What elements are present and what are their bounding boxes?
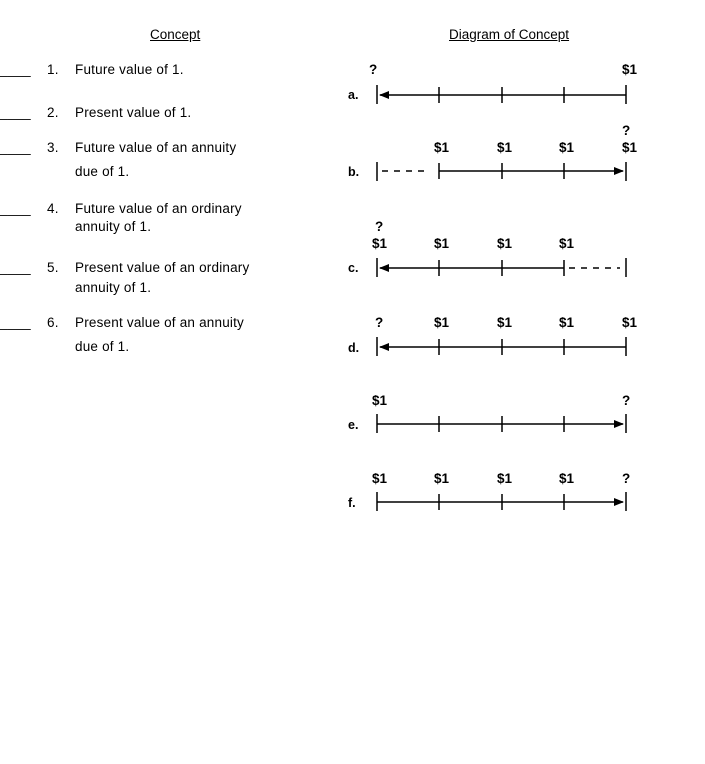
answer-blank[interactable]: ____ xyxy=(0,201,31,216)
concept-number: 3. xyxy=(47,140,59,155)
concept-text: Present value of an annuity xyxy=(75,315,245,330)
period-label: $1 xyxy=(372,393,388,408)
period-label: $1 xyxy=(559,140,575,155)
period-label: $1 xyxy=(559,236,575,251)
concept-number: 6. xyxy=(47,315,59,330)
period-label: $1 xyxy=(559,471,575,486)
period-label: $1 xyxy=(622,62,638,77)
timeline-f xyxy=(377,492,626,511)
concept-text-cont: due of 1. xyxy=(75,339,130,354)
period-label: $1 xyxy=(434,236,450,251)
period-label: $1 xyxy=(434,471,450,486)
diagram-letter: e. xyxy=(348,418,359,432)
period-label: $1 xyxy=(622,140,638,155)
period-label: ? xyxy=(369,62,378,77)
period-label: $1 xyxy=(372,471,388,486)
period-label: $1 xyxy=(497,315,513,330)
concept-text: Future value of an ordinary xyxy=(75,201,242,216)
timeline-c xyxy=(377,258,626,277)
concept-text: Present value of an ordinary xyxy=(75,260,250,275)
timeline-e xyxy=(377,414,626,433)
period-label: $1 xyxy=(497,236,513,251)
concept-number: 5. xyxy=(47,260,59,275)
diagram-letter: b. xyxy=(348,165,360,179)
concept-text-cont: annuity of 1. xyxy=(75,219,152,234)
period-label: $1 xyxy=(372,236,388,251)
period-label: ? xyxy=(375,219,384,234)
concept-text: Future value of 1. xyxy=(75,62,184,77)
diagram-letter: f. xyxy=(348,496,356,510)
answer-blank[interactable]: ____ xyxy=(0,260,31,275)
period-label: ? xyxy=(622,393,631,408)
timeline-b xyxy=(377,162,626,181)
concept-number: 1. xyxy=(47,62,59,77)
period-label: $1 xyxy=(497,140,513,155)
period-label: ? xyxy=(622,471,631,486)
timeline-d xyxy=(377,337,626,356)
period-label: $1 xyxy=(497,471,513,486)
diagram-letter: c. xyxy=(348,261,359,275)
period-label: $1 xyxy=(434,140,450,155)
diagram-letter: d. xyxy=(348,341,360,355)
period-label: $1 xyxy=(559,315,575,330)
diagram-letter: a. xyxy=(348,88,359,102)
concept-text-cont: due of 1. xyxy=(75,164,130,179)
answer-blank[interactable]: ____ xyxy=(0,315,31,330)
concept-text: Future value of an annuity xyxy=(75,140,237,155)
concept-number: 4. xyxy=(47,201,59,216)
answer-blank[interactable]: ____ xyxy=(0,62,31,77)
period-label: ? xyxy=(622,123,631,138)
concept-text-cont: annuity of 1. xyxy=(75,280,152,295)
timeline-a xyxy=(377,85,626,104)
answer-blank[interactable]: ____ xyxy=(0,105,31,120)
concept-text: Present value of 1. xyxy=(75,105,192,120)
concept-number: 2. xyxy=(47,105,59,120)
diagram-header: Diagram of Concept xyxy=(449,27,570,42)
period-label: ? xyxy=(375,315,384,330)
period-label: $1 xyxy=(434,315,450,330)
period-label: $1 xyxy=(622,315,638,330)
concept-header: Concept xyxy=(150,27,201,42)
answer-blank[interactable]: ____ xyxy=(0,140,31,155)
